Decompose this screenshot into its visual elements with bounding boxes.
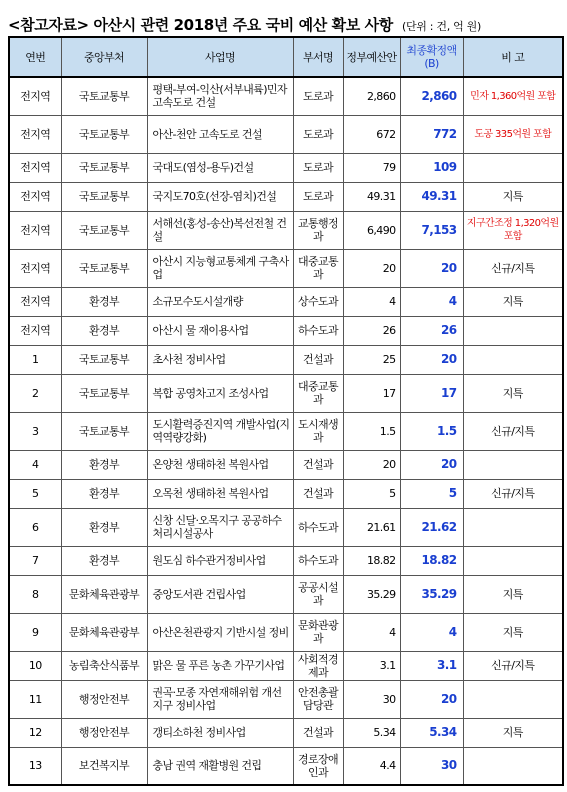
cell-gov-budget: 3.1 [343, 651, 400, 680]
cell-dept: 공공시설과 [293, 575, 343, 613]
cell-no: 전지역 [9, 249, 61, 287]
cell-final: 49.31 [400, 182, 463, 211]
cell-final: 4 [400, 613, 463, 651]
cell-final: 26 [400, 316, 463, 345]
cell-project: 서해선(홍성-송산)복선전철 건설 [147, 211, 293, 249]
cell-project: 아산온천관광지 기반시설 정비 [147, 613, 293, 651]
cell-ministry: 환경부 [61, 287, 147, 316]
cell-ministry: 행정안전부 [61, 718, 147, 747]
cell-dept: 도로과 [293, 153, 343, 182]
cell-dept: 상수도과 [293, 287, 343, 316]
cell-no: 전지역 [9, 182, 61, 211]
cell-project: 초사천 정비사업 [147, 345, 293, 374]
cell-final: 35.29 [400, 575, 463, 613]
cell-gov-budget: 4 [343, 287, 400, 316]
cell-dept: 건설과 [293, 479, 343, 508]
table-row [9, 211, 563, 249]
cell-final: 4 [400, 287, 463, 316]
table-row [9, 182, 563, 211]
cell-ministry: 문화체육관광부 [61, 575, 147, 613]
cell-final: 20 [400, 450, 463, 479]
header-project: 사업명 [147, 37, 293, 77]
cell-note: 신규/지특 [463, 651, 563, 680]
cell-dept: 건설과 [293, 345, 343, 374]
cell-project: 아산-천안 고속도로 건설 [147, 115, 293, 153]
cell-gov-budget: 672 [343, 115, 400, 153]
cell-no: 1 [9, 345, 61, 374]
cell-ministry: 국토교통부 [61, 77, 147, 115]
cell-no: 9 [9, 613, 61, 651]
cell-ministry: 국토교통부 [61, 115, 147, 153]
cell-no: 2 [9, 374, 61, 412]
table-row [9, 345, 563, 374]
cell-dept: 도로과 [293, 115, 343, 153]
cell-gov-budget: 5.34 [343, 718, 400, 747]
cell-final: 30 [400, 747, 463, 785]
cell-note: 지특 [463, 575, 563, 613]
cell-project: 신창 신달·오목지구 공공하수처리시설공사 [147, 508, 293, 546]
table-row [9, 508, 563, 546]
cell-no: 전지역 [9, 153, 61, 182]
cell-note [463, 316, 563, 345]
budget-table [8, 36, 564, 786]
cell-project: 소규모수도시설개량 [147, 287, 293, 316]
cell-note: 지특 [463, 287, 563, 316]
cell-final: 772 [400, 115, 463, 153]
cell-project: 맑은 물 푸른 농촌 가꾸기사업 [147, 651, 293, 680]
table-row [9, 153, 563, 182]
cell-gov-budget: 30 [343, 680, 400, 718]
cell-dept: 하수도과 [293, 508, 343, 546]
cell-ministry: 국토교통부 [61, 249, 147, 287]
cell-final: 5.34 [400, 718, 463, 747]
table-row [9, 680, 563, 718]
cell-project: 중앙도서관 건립사업 [147, 575, 293, 613]
cell-dept: 교통행정과 [293, 211, 343, 249]
table-row [9, 651, 563, 680]
cell-gov-budget: 18.82 [343, 546, 400, 575]
cell-gov-budget: 6,490 [343, 211, 400, 249]
cell-dept: 안전총괄담당관 [293, 680, 343, 718]
cell-no: 전지역 [9, 115, 61, 153]
header-final: 최종확정액(B) [400, 37, 463, 77]
cell-note: 지특 [463, 613, 563, 651]
cell-note: 도공 335억원 포함 [463, 115, 563, 153]
cell-no: 전지역 [9, 287, 61, 316]
cell-gov-budget: 25 [343, 345, 400, 374]
cell-gov-budget: 1.5 [343, 412, 400, 450]
cell-dept: 도로과 [293, 77, 343, 115]
cell-ministry: 환경부 [61, 479, 147, 508]
cell-no: 13 [9, 747, 61, 785]
cell-project: 원도심 하수관거정비사업 [147, 546, 293, 575]
cell-no: 10 [9, 651, 61, 680]
cell-dept: 대중교통과 [293, 374, 343, 412]
cell-note [463, 153, 563, 182]
table-row [9, 479, 563, 508]
cell-note: 신규/지특 [463, 249, 563, 287]
cell-dept: 경로장애인과 [293, 747, 343, 785]
table-row [9, 412, 563, 450]
cell-note: 지특 [463, 374, 563, 412]
table-row [9, 249, 563, 287]
cell-note: 민자 1,360억원 포함 [463, 77, 563, 115]
cell-dept: 대중교통과 [293, 249, 343, 287]
page-title: <참고자료> 아산시 관련 2018년 주요 국비 예산 확보 사항 [8, 16, 393, 34]
table-row [9, 115, 563, 153]
table-row [9, 316, 563, 345]
cell-dept: 건설과 [293, 450, 343, 479]
cell-project: 도시활력증진지역 개발사업(지역역량강화) [147, 412, 293, 450]
cell-ministry: 환경부 [61, 546, 147, 575]
header-no: 연번 [9, 37, 61, 77]
cell-project: 평택-부여-익산(서부내륙)민자 고속도로 건설 [147, 77, 293, 115]
cell-ministry: 행정안전부 [61, 680, 147, 718]
cell-ministry: 국토교통부 [61, 211, 147, 249]
cell-gov-budget: 20 [343, 450, 400, 479]
title-row [8, 14, 563, 36]
cell-note: 신규/지특 [463, 412, 563, 450]
cell-dept: 문화관광과 [293, 613, 343, 651]
cell-dept: 하수도과 [293, 316, 343, 345]
cell-note: 지특 [463, 718, 563, 747]
cell-no: 3 [9, 412, 61, 450]
cell-gov-budget: 17 [343, 374, 400, 412]
cell-project: 온양천 생태하천 복원사업 [147, 450, 293, 479]
cell-gov-budget: 4 [343, 613, 400, 651]
cell-final: 20 [400, 249, 463, 287]
cell-project: 충남 권역 재활병원 건립 [147, 747, 293, 785]
cell-ministry: 국토교통부 [61, 412, 147, 450]
unit-label: (단위 : 건, 억 원) [401, 20, 481, 33]
header-dept: 부서명 [293, 37, 343, 77]
table-row [9, 575, 563, 613]
cell-project: 오목천 생태하천 복원사업 [147, 479, 293, 508]
table-row [9, 747, 563, 785]
cell-no: 전지역 [9, 77, 61, 115]
table-row [9, 613, 563, 651]
header-gov-budget: 정부예산안 [343, 37, 400, 77]
cell-no: 5 [9, 479, 61, 508]
table-row [9, 287, 563, 316]
cell-note [463, 508, 563, 546]
cell-ministry: 국토교통부 [61, 182, 147, 211]
cell-gov-budget: 26 [343, 316, 400, 345]
cell-project: 국지도70호(선장-염치)건설 [147, 182, 293, 211]
cell-no: 6 [9, 508, 61, 546]
table-row [9, 77, 563, 115]
cell-ministry: 환경부 [61, 316, 147, 345]
cell-no: 전지역 [9, 316, 61, 345]
cell-ministry: 환경부 [61, 450, 147, 479]
cell-gov-budget: 5 [343, 479, 400, 508]
cell-note: 지구간조정 1,320억원 포함 [463, 211, 563, 249]
table-body [9, 77, 563, 785]
cell-project: 갱티소하천 정비사업 [147, 718, 293, 747]
cell-final: 20 [400, 680, 463, 718]
header-ministry: 중앙부처 [61, 37, 147, 77]
cell-ministry: 국토교통부 [61, 153, 147, 182]
cell-gov-budget: 35.29 [343, 575, 400, 613]
cell-gov-budget: 4.4 [343, 747, 400, 785]
cell-project: 아산시 물 재이용사업 [147, 316, 293, 345]
cell-dept: 건설과 [293, 718, 343, 747]
cell-ministry: 문화체육관광부 [61, 613, 147, 651]
cell-no: 11 [9, 680, 61, 718]
table-row [9, 450, 563, 479]
table-row [9, 374, 563, 412]
cell-ministry: 국토교통부 [61, 374, 147, 412]
cell-gov-budget: 49.31 [343, 182, 400, 211]
cell-final: 7,153 [400, 211, 463, 249]
cell-note: 지특 [463, 182, 563, 211]
cell-final: 3.1 [400, 651, 463, 680]
cell-note: 신규/지특 [463, 479, 563, 508]
cell-no: 8 [9, 575, 61, 613]
cell-ministry: 국토교통부 [61, 345, 147, 374]
cell-final: 21.62 [400, 508, 463, 546]
cell-project: 국대도(염성-용두)건설 [147, 153, 293, 182]
cell-project: 복합 공영차고지 조성사업 [147, 374, 293, 412]
cell-final: 18.82 [400, 546, 463, 575]
cell-ministry: 농림축산식품부 [61, 651, 147, 680]
cell-final: 20 [400, 345, 463, 374]
table-row [9, 546, 563, 575]
cell-note [463, 680, 563, 718]
cell-final: 2,860 [400, 77, 463, 115]
cell-final: 1.5 [400, 412, 463, 450]
cell-no: 4 [9, 450, 61, 479]
cell-dept: 도시재생과 [293, 412, 343, 450]
cell-note [463, 345, 563, 374]
cell-no: 7 [9, 546, 61, 575]
cell-note [463, 450, 563, 479]
cell-no: 전지역 [9, 211, 61, 249]
cell-dept: 도로과 [293, 182, 343, 211]
cell-gov-budget: 2,860 [343, 77, 400, 115]
cell-gov-budget: 79 [343, 153, 400, 182]
cell-dept: 사회적경제과 [293, 651, 343, 680]
cell-dept: 하수도과 [293, 546, 343, 575]
table-row [9, 718, 563, 747]
cell-gov-budget: 21.61 [343, 508, 400, 546]
header-note: 비 고 [463, 37, 563, 77]
cell-ministry: 환경부 [61, 508, 147, 546]
header-row [9, 37, 563, 77]
cell-final: 5 [400, 479, 463, 508]
cell-gov-budget: 20 [343, 249, 400, 287]
cell-note [463, 747, 563, 785]
cell-final: 109 [400, 153, 463, 182]
cell-project: 아산시 지능형교통체계 구축사업 [147, 249, 293, 287]
cell-ministry: 보건복지부 [61, 747, 147, 785]
cell-no: 12 [9, 718, 61, 747]
cell-final: 17 [400, 374, 463, 412]
cell-note [463, 546, 563, 575]
cell-project: 권곡·모종 자연재해위험 개선지구 정비사업 [147, 680, 293, 718]
